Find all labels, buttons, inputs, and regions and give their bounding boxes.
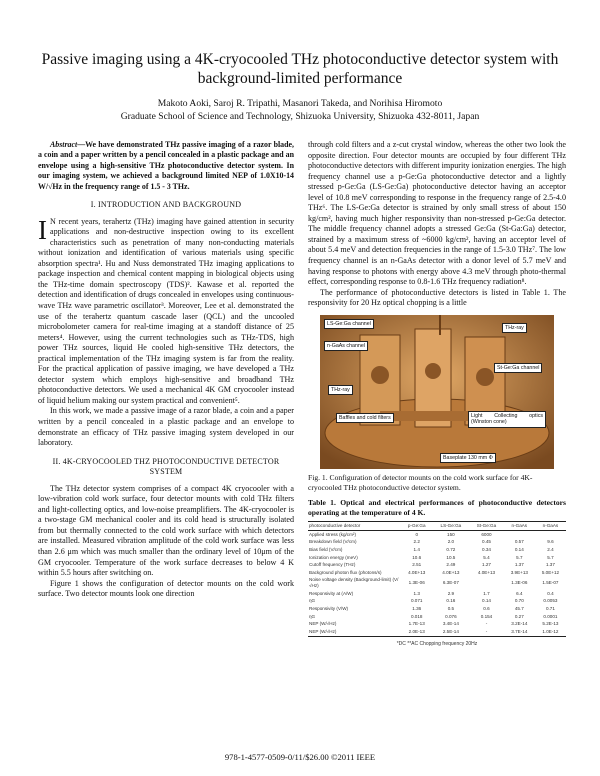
table-cell: 2.49 (446, 562, 456, 568)
abstract (38, 140, 294, 192)
table-cell: 0.16 (446, 598, 456, 604)
table-row (308, 554, 566, 562)
table-cell: - (485, 621, 488, 627)
author-block (40, 98, 560, 123)
table-cell: 1.37 (514, 562, 524, 568)
table-cell: 0.45 (482, 539, 491, 545)
table-cell: Noise voltage density (Background-limit) (V/√Hz) (309, 577, 399, 589)
table-row (308, 530, 566, 538)
label-ls-channel: LS-Ge:Ga channel (324, 319, 374, 330)
table-cell: Cutoff frequency (THz) (309, 562, 356, 568)
table-cell: 0.14 (514, 546, 524, 552)
table-cell: 1.5E-07 (542, 580, 559, 586)
label-thz-ray-left: THz-ray (328, 385, 353, 396)
right-paragraph-2: The performance of photoconductive detectors is listed in Table 1. The responsivity for 20 Hz optical chopping is a little (308, 287, 566, 308)
table-cell: 1.7E-13 (408, 621, 425, 627)
table-cell: 4.0E+13 (442, 569, 460, 575)
table-cell: 0.154 (480, 613, 493, 619)
performance-table (308, 521, 566, 637)
table-cell (469, 577, 504, 591)
page-footer: 978-1-4577-0509-0/11/$26.00 ©2011 IEEE (224, 752, 376, 762)
table-cell: Background photon flux (photons/s) (309, 569, 382, 575)
table-header: n-GaAs (504, 521, 535, 530)
table-header: n-GaAs (535, 521, 566, 530)
table-cell: 2.0E-13 (401, 628, 433, 636)
table-cell: 5.7 (547, 554, 554, 560)
paper-title: Passive imaging using a 4K-cryocooled THz photoconductive detector system with background-limited performance (41, 51, 559, 87)
table-row (308, 620, 566, 628)
table-cell: ηG (309, 613, 316, 619)
detector-mount-photo (320, 315, 554, 469)
table-cell: 4.0E+13 (477, 569, 496, 575)
table-1-caption: Table 1. Optical and electrical performances of photoconductive detectors operating at the temperature of 4 K. (308, 498, 566, 518)
drop-cap: I (38, 214, 47, 245)
table-cell: 1.36 (412, 606, 422, 612)
right-paragraph-1: through cold filters and a z-cut crystal window, whereas the other two look the opposite direction. Four detector mounts are occupied by four different THz photoconductive detectors with different impurity ionization energies. The high frequency channel use a p-Ge:Ga photoconductive detector and a lightly stressed p-Ge:Ga (LS-Ge:Ga) photoconductive detector having an acceptor level of 10.8 meV corresponding to response in the frequency range of 2.5-4.0 THz⁶. The LS-Ge:Ga detector is strained by only small stress of about 150 kg/cm², having much higher responsivity than non-stressed p-Ge:Ga detector. The middle frequency channel adopts a stressed Ge:Ga (St-Ga:Ga) detector, strained by a maximum stress of ~6000 kg/cm², having an acceptor level of about 5.4 meV and detection frequencies in the range of 1.5-3.0 THz⁷. The low frequency channel is an n-GaAs detector with a donor level of 5.7 meV and having response to photons with energy above 4.3 meV through photo-thermal effect, corresponding response to 0.8-1.6 THz frequency radiation⁸. (308, 140, 566, 287)
table-cell: 45.7 (514, 606, 524, 612)
table-cell: 2.51 (412, 562, 422, 568)
table-cell: 1.3E-06 (511, 580, 528, 586)
section-1-paragraph-2: In this work, we made a passive image of a razor blade, a coin and a paper written by a pencil concealed in a plastic package and an envelope to demonstrate an efficacy of THz passive imaging system developed in our laboratory. (38, 406, 294, 448)
table-cell: 0.34 (482, 546, 491, 552)
table-cell: 6.3E-07 (442, 580, 459, 586)
table-cell (535, 530, 566, 538)
table-cell: ηG (309, 598, 316, 604)
table-cell: 1.3E-06 (408, 580, 425, 586)
table-header: St-Ge:Ga (469, 521, 504, 530)
table-cell: 2.5E-14 (433, 628, 470, 636)
table-row (308, 613, 566, 621)
table-cell: 0.0053 (543, 598, 558, 604)
table-cell: 3.2E-14 (511, 621, 528, 627)
table-row (308, 539, 566, 547)
table-cell: 5.0E+12 (541, 569, 560, 575)
table-row (308, 561, 566, 569)
table-header: photoconductive detector (308, 521, 401, 530)
table-cell: 0.076 (445, 613, 457, 619)
right-column (308, 140, 566, 649)
table-cell: 6000 (481, 531, 492, 537)
abstract-text: —We have demonstrated THz passive imaging of a razor blade, a coin and a paper written by a pencil concealed in a plastic package and an envelope using a high-sensitive THz photoconductive detector system. In our imaging system, we achieved a background limited NEP of 1.0X10-14 W/√Hz in the frequency range of 1.5 - 3 THz. (38, 140, 294, 191)
table-cell: 1.3 (413, 590, 420, 596)
label-baffles: Baffles and cold filters (336, 413, 394, 424)
section-1-heading: I. INTRODUCTION AND BACKGROUND (90, 200, 242, 210)
label-light-optics: Light Collecting optics (Winston cone) (468, 411, 546, 428)
table-header-row (308, 521, 566, 530)
table-row (308, 569, 566, 577)
label-stge-channel: St-Ge:Ga channel (494, 363, 542, 374)
table-cell: 10.6 (412, 554, 422, 560)
table-cell: 5.4 (483, 554, 490, 560)
table-cell (504, 530, 535, 538)
table-cell: 1.27 (482, 562, 491, 568)
table-cell: Breakdown field (V/cm) (309, 539, 357, 545)
table-cell: 0.018 (410, 613, 423, 619)
table-cell: 0.70 (514, 598, 524, 604)
label-baseplate: Baseplate 130 mm Φ (440, 453, 496, 464)
table-cell: 5.2E-13 (542, 621, 559, 627)
table-cell: 150 (447, 531, 455, 537)
table-cell: 0.71 (545, 606, 555, 612)
figure-1-photo (320, 315, 554, 469)
table-cell: 2.9 (447, 590, 455, 596)
table-cell: 2.4 (547, 546, 554, 552)
table-header: p-Ge:Ga (401, 521, 433, 530)
table-cell: 0.4 (547, 590, 554, 596)
table-cell: 0.071 (410, 598, 423, 604)
table-cell: 2.0 (447, 539, 455, 545)
table-cell: 0.57 (514, 539, 524, 545)
abstract-label: Abstract (50, 140, 78, 149)
table-row (308, 590, 566, 598)
table-cell: 1.37 (545, 562, 555, 568)
table-cell: 3.4E-14 (442, 621, 459, 627)
section-2-paragraph-2: Figure 1 shows the configuration of detector mounts on the cold work surface. Two detector mounts look one direction (38, 578, 294, 599)
table-header: LS-Ge:Ga (433, 521, 470, 530)
table-cell: - (469, 628, 504, 636)
figure-1-caption: Fig. 1. Configuration of detector mounts on the cold work surface for 4K-cryocooled THz photoconductive detector system. (308, 472, 533, 492)
author-names: Makoto Aoki, Saroj R. Tripathi, Masanori Takeda, and Norihisa Hiromoto (157, 98, 443, 109)
table-cell: Responsivity (V/W) (309, 606, 349, 612)
table-cell: NEP (W/√Hz) (308, 628, 401, 636)
table-row (308, 577, 566, 591)
table-cell: 0.6 (483, 606, 490, 612)
table-cell: 0 (415, 531, 418, 537)
table-cell: 1.0E-12 (535, 628, 566, 636)
table-cell: 0.5 (447, 606, 455, 612)
table-cell: 0.27 (514, 613, 524, 619)
table-row (308, 598, 566, 606)
table-cell: 0.72 (446, 546, 456, 552)
table-cell: 5.7 (516, 554, 523, 560)
table-cell: 9.6 (547, 539, 554, 545)
table-cell: 3.7E-14 (504, 628, 535, 636)
label-ngaas-channel: n-GaAs channel (324, 341, 368, 352)
left-column (38, 140, 294, 600)
table-cell: Responsivity at (A/W) (309, 590, 354, 596)
table-cell: Ionization energy (meV) (309, 554, 358, 560)
table-body (308, 530, 566, 636)
table-cell: 1.4 (413, 546, 420, 552)
table-cell: 0.0001 (543, 613, 558, 619)
table-cell: NEP (W/√Hz) (309, 621, 337, 627)
affiliation: Graduate School of Science and Technology, Shizuoka University, Shizuoka 432-8011, Japan (120, 110, 480, 122)
table-cell: Applied stress (kg/cm²) (309, 531, 356, 537)
section-2-heading: II. 4K-CRYOCOOLED THZ PHOTOCONDUCTIVE DETECTOR SYSTEM (52, 456, 280, 477)
section-1-paragraph-1: I N recent years, terahertz (THz) imaging have gained attention in security applications and non-destructive inspection owing to its excellent characteristics such as penetration of many non-conducting materials without ionization and identification of various materials using specific absorption spectra¹. Hu and Nuss demonstrated THz imaging applications to package inspection and chemical content mapping in biological objects using the THz-time domain spectroscopy (TDS)². Kawase et al. reported the detection and identification of drugs concealed in envelopes using continuous-wave THz wave parametric oscillator³. Moreover, Lee et al. demonstrated the use of the terahertz quantum cascade laser (QCL) and the uncooled microbolometer camera for real-time imaging at a standoff distance of 25 meters⁴. However, using the current technologies such as THz-TDS, high power THz sources, liquid He cooled high-sensitive THz detectors, the practical implementation of the THz imaging system is far from the reality. For the practical application of passive imaging, we have developed a THz detector system which employs high-sensitive and broadband THz photoconductive detectors. We used a mechanical 4K GM cryocooler instead of liquid helium making our system practical and convenient⁵. (38, 214, 294, 405)
table-row (308, 628, 566, 636)
table-cell: 1.7 (483, 590, 490, 596)
table-row (308, 546, 566, 554)
table-cell: 3.9E+13 (510, 569, 528, 575)
table-cell: 10.5 (446, 554, 456, 560)
table-cell: 4.0E+13 (408, 569, 426, 575)
table-cell: 2.2 (413, 539, 420, 545)
table-cell: 0.14 (482, 598, 491, 604)
table-cell: 6.4 (516, 590, 523, 596)
table-row (308, 605, 566, 613)
label-thz-ray-top: THz-ray (502, 323, 527, 334)
table-note: *DC **AC Chopping frequency 20Hz (396, 640, 478, 647)
table-cell: Bias field (V/cm) (309, 546, 343, 552)
section-2-paragraph-1: The THz detector system comprises of a compact 4K cryocooler with a low-vibration cold work surface, four detector mounts with cold THz filters and light-collecting optics, and low-noise preamplifiers. The 4K-cryocooler is a two-stage GM mechanical cooler and its cold head is structurally isolated from but thermally connected to the cold work surface with which detectors are installed. Measured vibration amplitude of the cold work surface was less than 2.6 μm which was much smaller than the ordinary level of 10μm of the GM cryocooler. Temperature of the work surface decreases to below 4 K within 5.5 hours after switching on. (38, 483, 294, 578)
